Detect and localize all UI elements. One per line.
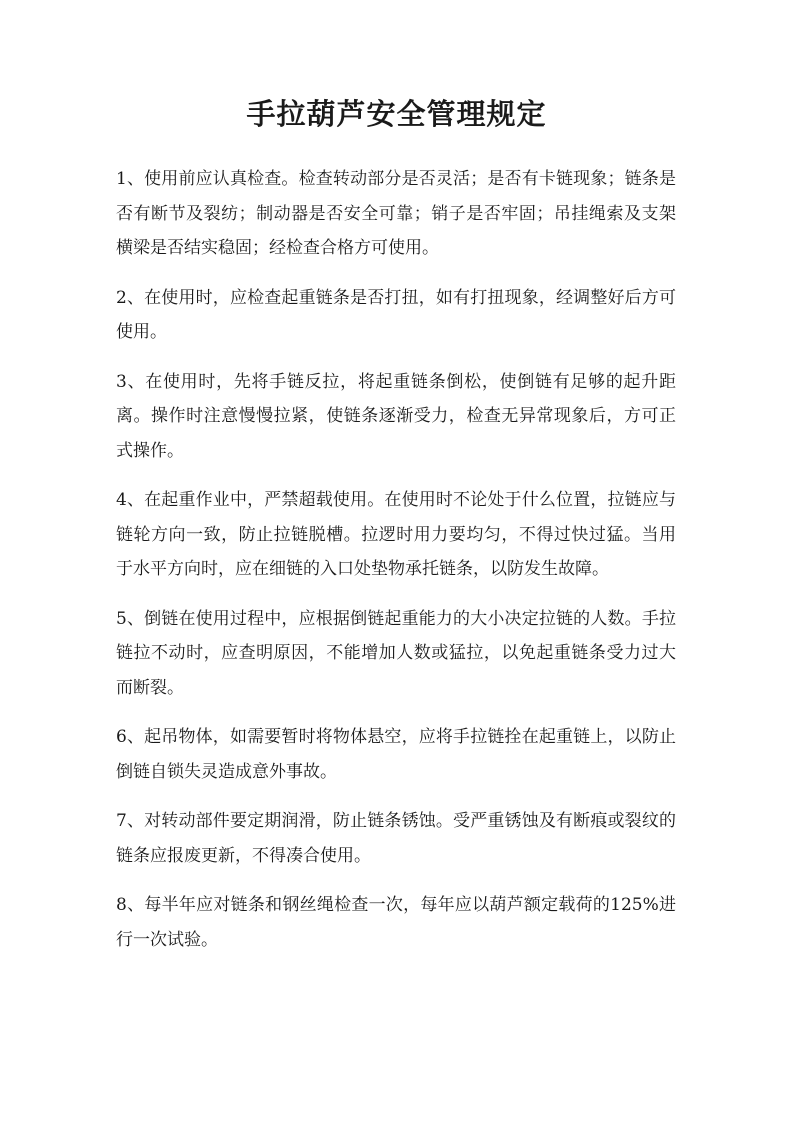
rule-item-1: 1、使用前应认真检查。检查转动部分是否灵活；是否有卡链现象；链条是否有断节及裂纺；制动器是否安全可靠；销子是否牢固；吊挂绳索及支架横梁是否结实稳固；经检查合格方可使用。 — [116, 169, 676, 258]
rule-item-3: 3、在使用时，先将手链反拉，将起重链条倒松，使倒链有足够的起升距离。操作时注意慢慢拉紧，使链条逐渐受力，检查无异常现象后，方可正式操作。 — [116, 371, 676, 461]
rule-item-2: 2、在使用时，应检查起重链条是否打扭，如有打扭现象，经调整好后方可使用。 — [116, 287, 676, 342]
rule-item-6: 6、起吊物体，如需要暂时将物体悬空，应将手拉链拴在起重链上，以防止倒链自锁失灵造成意外事故。 — [116, 727, 676, 782]
rule-item-4: 4、在起重作业中，严禁超载使用。在使用时不论处于什么位置，拉链应与链轮方向一致，防止拉链脱槽。拉逻时用力要均匀，不得过快过猛。当用于水平方向时，应在细链的入口处垫物承托链条，以防发生故障。 — [116, 490, 676, 579]
rule-item-7: 7、对转动部件要定期润滑，防止链条锈蚀。受严重锈蚀及有断痕或裂纹的链条应报废更新，不得凑合使用。 — [116, 811, 676, 866]
rule-item-5: 5、倒链在使用过程中，应根据倒链起重能力的大小决定拉链的人数。手拉链拉不动时，应查明原因，不能增加人数或猛拉，以免起重链条受力过大而断裂。 — [116, 608, 676, 698]
rules-list — [116, 162, 676, 972]
page-title: 手拉葫芦安全管理规定 — [246, 97, 547, 131]
rule-item-8: 8、每半年应对链条和钢丝绳检查一次，每年应以葫芦额定载荷的125%进行一次试验。 — [116, 895, 676, 950]
